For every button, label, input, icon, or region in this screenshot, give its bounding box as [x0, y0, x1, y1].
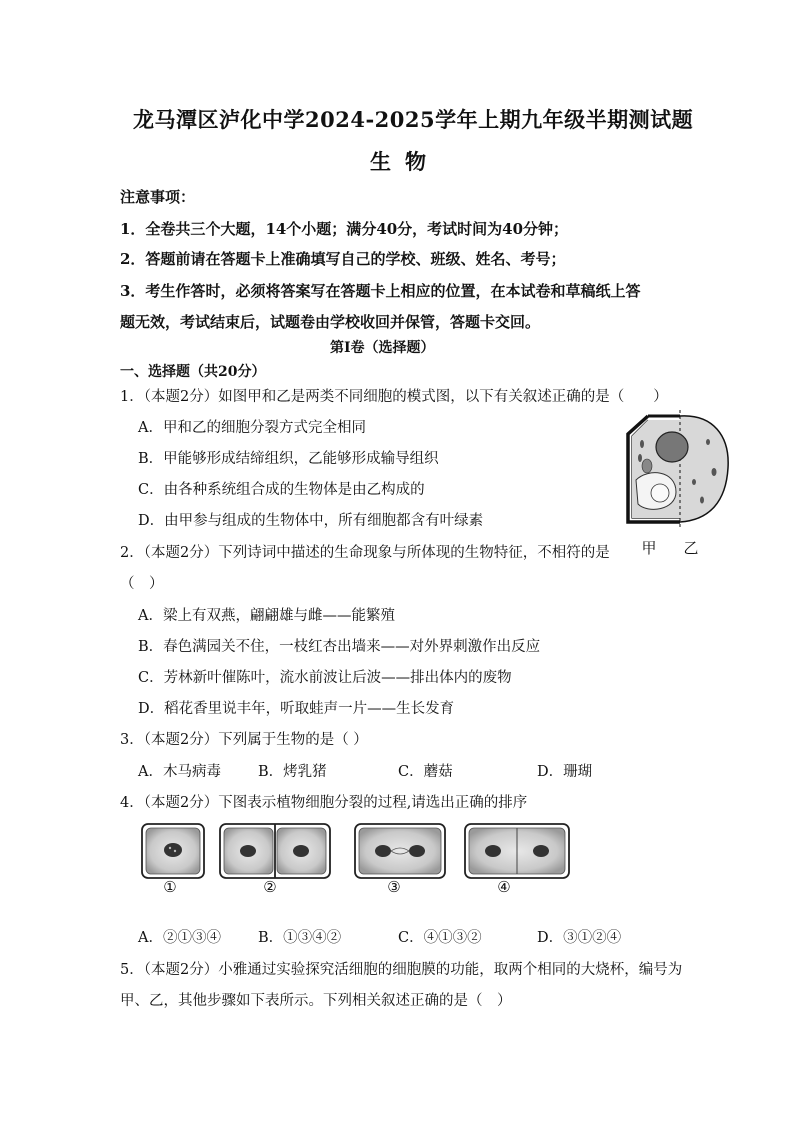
question-2-stem: 2．（本题2分）下列诗词中描述的生命现象与所体现的生物特征，不相符的是: [120, 545, 610, 561]
q4-option-c: C．④①③②: [398, 930, 482, 946]
part-title: 第Ⅰ卷（选择题）: [330, 340, 435, 356]
exam-title: 龙马潭区泸化中学2024-2025学年上期九年级半期测试题: [133, 107, 694, 132]
cell-stage-3: [355, 824, 445, 878]
question-3-stem: 3．（本题2分）下列属于生物的是（ ）: [120, 732, 368, 748]
q3-option-c: C．蘑菇: [398, 764, 453, 780]
stage-label-1: ①: [163, 878, 177, 896]
q1-option-b: B．甲能够形成结缔组织，乙能够形成输导组织: [138, 451, 439, 467]
cell-division-figure: [140, 820, 572, 882]
q2-option-c: C．芳林新叶催陈叶，流水前波让后波——排出体内的废物: [138, 670, 512, 686]
cell-stage-2: [220, 824, 330, 878]
q3-option-d: D．珊瑚: [537, 764, 593, 780]
cell-comparison-figure: [618, 406, 738, 530]
question-5-stem-cont: 甲、乙，其他步骤如下表所示。下列相关叙述正确的是（ ）: [120, 993, 512, 1009]
q2-option-b: B．春色满园关不住，一枝红杏出墙来——对外界刺激作出反应: [138, 639, 541, 655]
q4-option-b: B．①③④②: [258, 930, 342, 946]
question-4-stem: 4．（本题2分）下图表示植物细胞分裂的过程,请选出正确的排序: [120, 795, 528, 811]
question-5-stem: 5．（本题2分）小雅通过实验探究活细胞的细胞膜的功能，取两个相同的大烧杯，编号为: [120, 962, 683, 978]
q2-option-a: A．梁上有双燕，翩翩雄与雌——能繁殖: [138, 608, 395, 624]
figure-label-jia: 甲: [641, 539, 657, 557]
notice-item: 1．全卷共三个大题，14个小题；满分40分，考试时间为40分钟；: [120, 220, 569, 238]
question-2-stem-cont: （ ）: [120, 576, 164, 592]
q1-option-c: C．由各种系统组合成的生物体是由乙构成的: [138, 482, 425, 498]
q1-option-d: D．由甲参与组成的生物体中，所有细胞都含有叶绿素: [138, 513, 484, 529]
notice-item: 题无效，考试结束后，试题卷由学校收回并保管，答题卡交回。: [120, 313, 541, 331]
subject-title: 生物: [370, 149, 440, 174]
q3-option-b: B．烤乳猪: [258, 764, 327, 780]
figure-label-yi: 乙: [683, 539, 699, 557]
section-title: 一、选择题（共20分）: [120, 364, 266, 380]
notice-heading: 注意事项：: [120, 188, 196, 206]
stage-label-3: ③: [387, 878, 401, 896]
q4-option-d: D．③①②④: [537, 930, 622, 946]
question-1-stem: 1．（本题2分）如图甲和乙是两类不同细胞的模式图，以下有关叙述正确的是（ ）: [120, 389, 668, 405]
stage-label-2: ②: [263, 878, 277, 896]
notice-item: 2．答题前请在答题卡上准确填写自己的学校、班级、姓名、考号；: [120, 250, 566, 268]
stage-label-4: ④: [497, 878, 511, 896]
q2-option-d: D．稻花香里说丰年，听取蛙声一片——生长发育: [138, 701, 455, 717]
cell-stage-4: [465, 824, 569, 878]
q4-option-a: A．②①③④: [138, 930, 221, 946]
cell-stage-1: [142, 824, 204, 878]
notice-item: 3．考生作答时，必须将答案写在答题卡上相应的位置，在本试卷和草稿纸上答: [120, 282, 641, 300]
q1-option-a: A．甲和乙的细胞分裂方式完全相同: [138, 420, 366, 436]
q3-option-a: A．木马病毒: [138, 764, 221, 780]
